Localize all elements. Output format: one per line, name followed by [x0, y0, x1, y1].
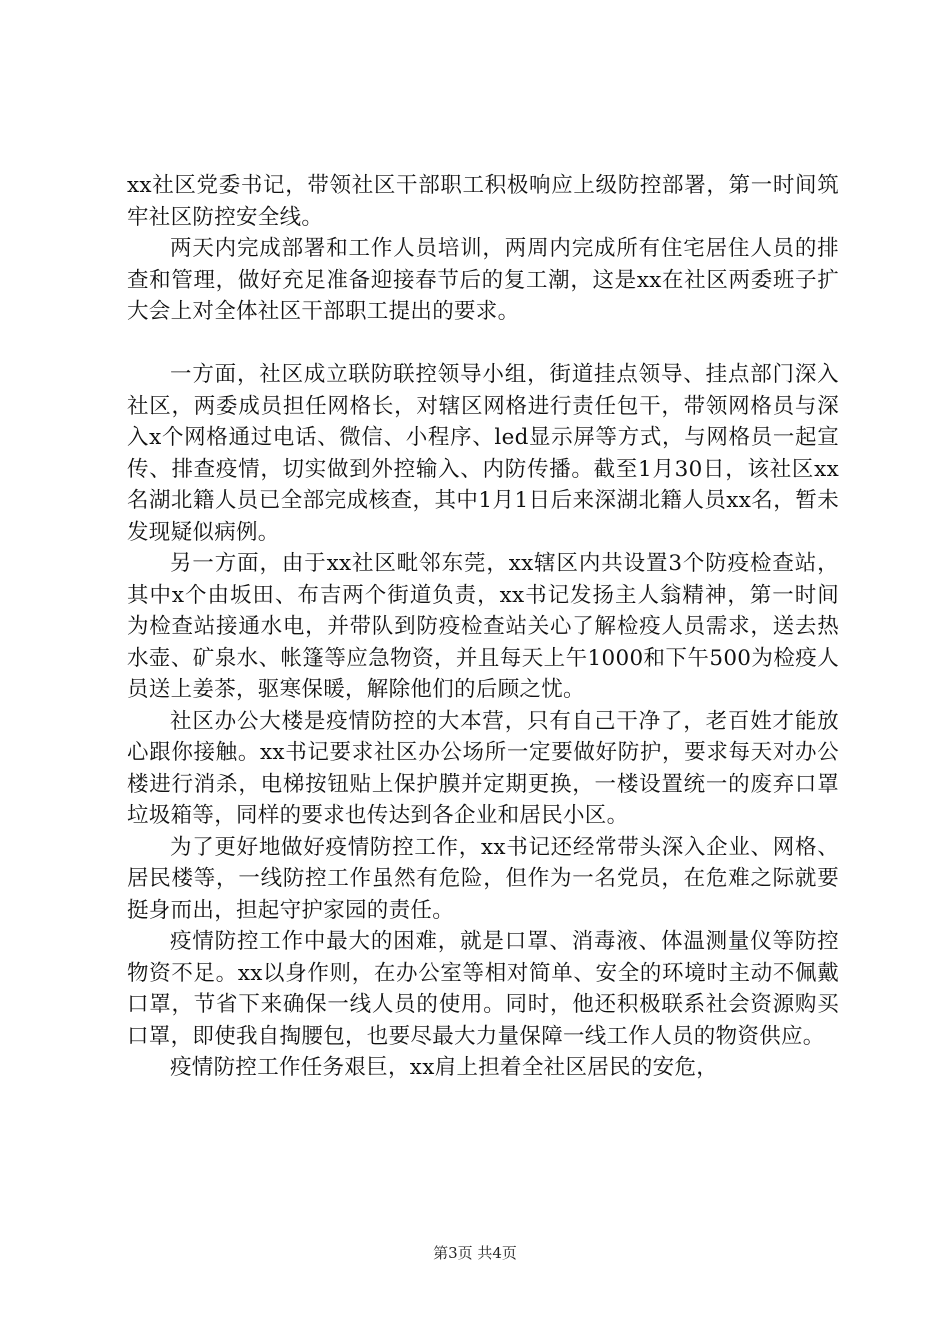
paragraph-5: 社区办公大楼是疫情防控的大本营，只有自己干净了，老百姓才能放心跟你接触。xx书记要求社区办公场所一定要做好防护，要求每天对办公楼进行消杀，电梯按钮贴上保护膜并定期更换，一楼设置统一的废弃口罩垃圾箱等，同样的要求也传达到各企业和居民小区。: [127, 708, 839, 828]
page-number: 第3页 共4页: [433, 1244, 517, 1262]
paragraph-3: 一方面，社区成立联防联控领导小组，街道挂点领导、挂点部门深入社区，两委成员担任网格长，对辖区网格进行责任包干，带领网格员与深入x个网格通过电话、微信、小程序、led显示屏等方式，与网格员一起宣传、排查疫情，切实做到外控输入、内防传播。截至1月30日，该社区xx名湖北籍人员已全部完成核查，其中1月1日后来深湖北籍人员xx名，暂未发现疑似病例。: [127, 362, 839, 545]
paragraph-7: 疫情防控工作中最大的困难，就是口罩、消毒液、体温测量仪等防控物资不足。xx以身作则，在办公室等相对简单、安全的环境时主动不佩戴口罩，节省下来确保一线人员的使用。同时，他还积极联系社会资源购买口罩，即使我自掏腰包，也要尽最大力量保障一线工作人员的物资供应。: [127, 929, 839, 1049]
paragraph-6: 为了更好地做好疫情防控工作，xx书记还经常带头深入企业、网格、居民楼等，一线防控工作虽然有危险，但作为一名党员，在危难之际就要挺身而出，担起守护家园的责任。: [127, 834, 839, 923]
paragraph-2: 两天内完成部署和工作人员培训，两周内完成所有住宅居住人员的排查和管理，做好充足准备迎接春节后的复工潮，这是xx在社区两委班子扩大会上对全体社区干部职工提出的要求。: [127, 236, 839, 324]
paragraph-1: xx社区党委书记，带领社区干部职工积极响应上级防控部署，第一时间筑牢社区防控安全线。: [127, 173, 839, 230]
document-body: [127, 170, 839, 1084]
page-footer: [0, 1243, 950, 1263]
paragraph-8: 疫情防控工作任务艰巨，xx肩上担着全社区居民的安危，: [170, 1055, 719, 1080]
paragraph-4: 另一方面，由于xx社区毗邻东莞，xx辖区内共设置3个防疫检查站，其中x个由坂田、布吉两个街道负责，xx书记发扬主人翁精神，第一时间为检查站接通水电，并带队到防疫检查站关心了解检疫人员需求，送去热水壶、矿泉水、帐篷等应急物资，并且每天上午1000和下午500为检疫人员送上姜茶，驱寒保暖，解除他们的后顾之忧。: [127, 551, 839, 702]
